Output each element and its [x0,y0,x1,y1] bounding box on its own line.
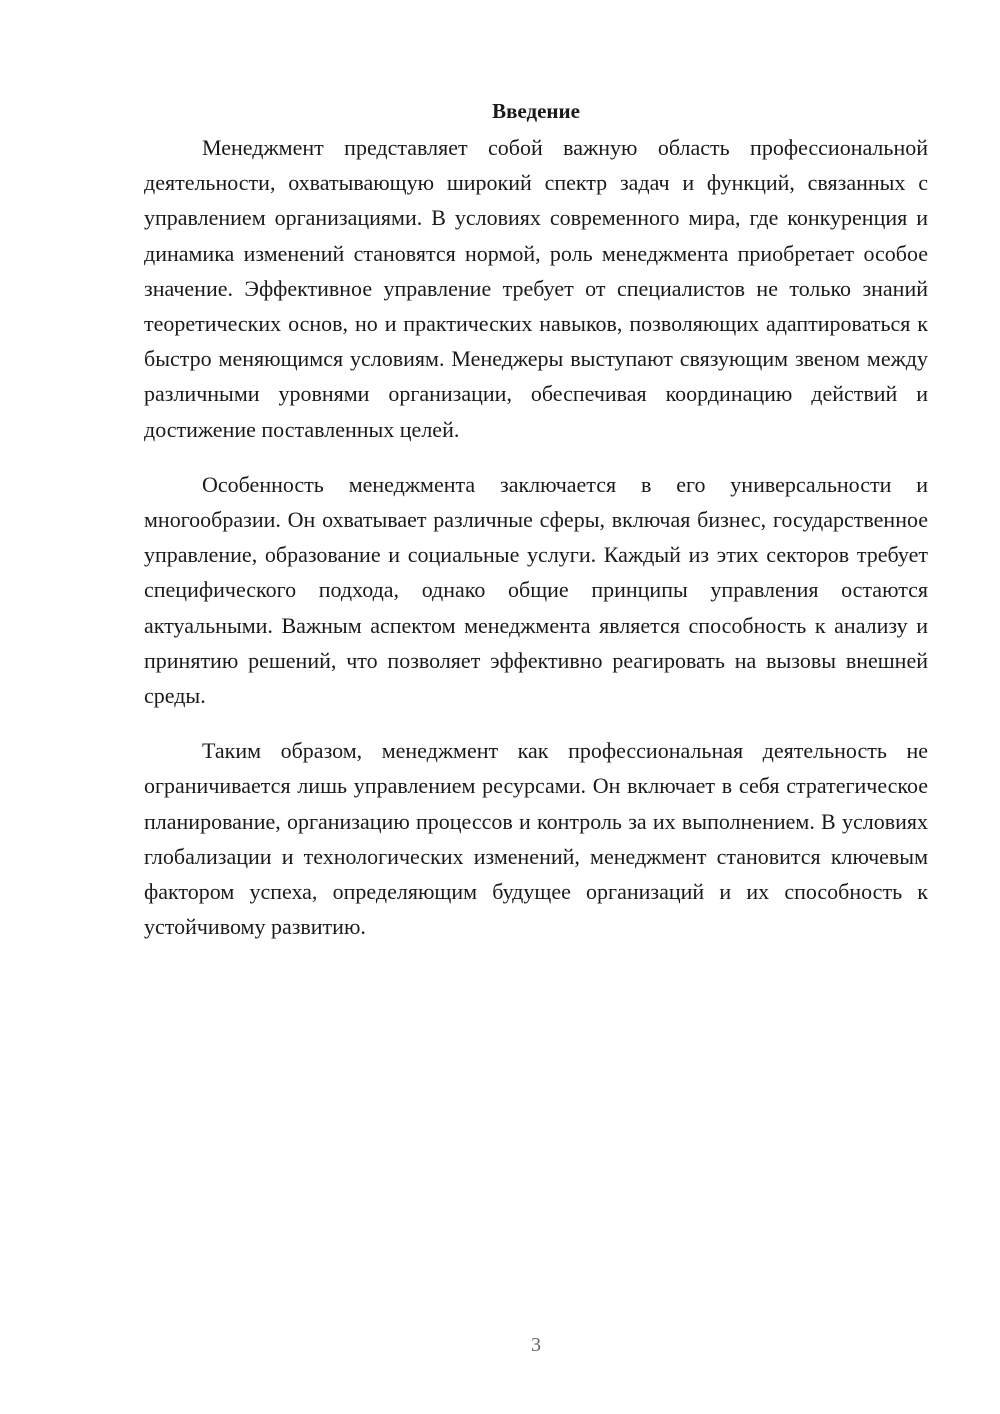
paragraph-1: Менеджмент представляет собой важную область профессиональной деятельности, охватывающую широкий спектр задач и функций, связанных с управлением организациями. В условиях современного мира, где конкуренция и динамика изменений становятся нормой, роль менеджмента приобретает особое значение. Эффективное управление требует от специалистов не только знаний теоретических основ, но и практических навыков, позволяющих адаптироваться к быстро меняющимся условиям. Менеджеры выступают связующим звеном между различными уровнями организации, обеспечивая координацию действий и достижение поставленных целей. [144,135,928,442]
paragraph-2: Особенность менеджмента заключается в его универсальности и многообразии. Он охватывает различные сферы, включая бизнес, государственное управление, образование и социальные услуги. Каждый из этих секторов требует специфического подхода, однако общие принципы управления остаются актуальными. Важным аспектом менеджмента является способность к анализу и принятию решений, что позволяет эффективно реагировать на вызовы внешней среды. [144,471,928,709]
section-title: Введение [492,99,580,123]
page-number: 3 [531,1334,541,1356]
paragraph-3: Таким образом, менеджмент как профессиональная деятельность не ограничивается лишь управлением ресурсами. Он включает в себя стратегическое планирование, организацию процессов и контроль за их выполнением. В условиях глобализации и технологических изменений, менеджмент становится ключевым фактором успеха, определяющим будущее организаций и их способность к устойчивому развитию. [144,738,928,940]
page-content [144,96,928,964]
